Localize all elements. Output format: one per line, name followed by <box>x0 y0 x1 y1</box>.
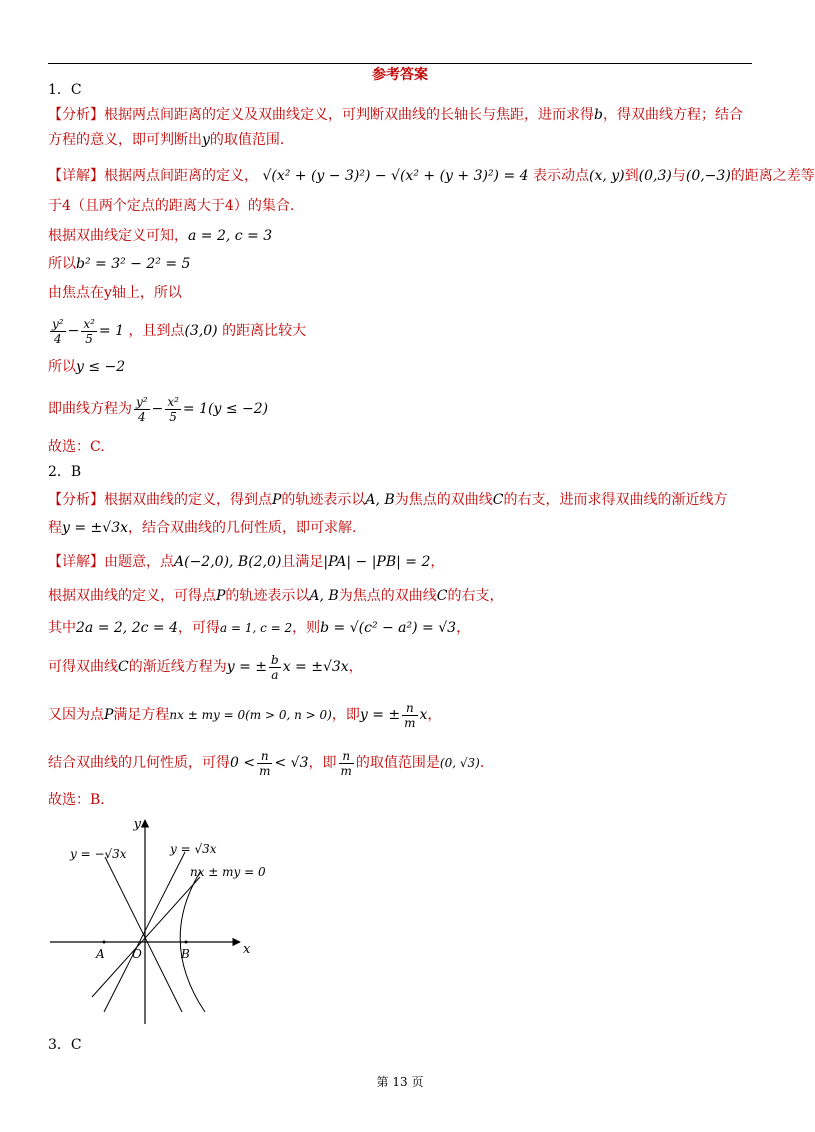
q2-analysis-line1 <box>48 490 727 510</box>
q2-comb-lhs: 0 < <box>230 755 256 771</box>
q2-comb-text2: ，即 <box>308 755 337 771</box>
q1-analysis-b: b <box>594 107 603 123</box>
hyperbola-figure <box>40 812 280 1032</box>
q1-frac-y-den: 4 <box>53 331 62 346</box>
label-neg-asymptote: y = −√3x <box>70 847 127 861</box>
q2-asym-text: 可得双曲线 <box>48 659 118 675</box>
q2-analysis-text: 根据双曲线的定义，得到点 <box>104 492 272 508</box>
y-axis-label: y <box>133 817 141 832</box>
q2-analysis-text5: 程 <box>48 520 62 536</box>
q2-number: 2．B <box>48 464 82 480</box>
q2-where-line <box>48 618 470 638</box>
q2-also-num: n <box>402 701 417 716</box>
x-axis-label: x <box>243 942 251 957</box>
q2-also-den: m <box>404 715 416 730</box>
q1-analysis-y: y <box>202 132 210 148</box>
q2-asym-text3: ， <box>348 659 363 675</box>
q1-so-eq: b² = 3² − 2² = 5 <box>76 256 191 272</box>
q2-def-line <box>48 586 503 606</box>
q2-detail-points: A(−2,0), B(2,0) <box>174 554 282 570</box>
q2-asym-text2: 的渐近线方程为 <box>128 659 227 675</box>
q1-equation-line: $\frac{\text{y²}}{4}$ − $\frac{\text{x²}}{5}$ = 1 ，且到点(3,0) 的距离比较大 <box>52 316 307 346</box>
q1-analysis-line1 <box>48 105 743 125</box>
q2-also-rhs: x <box>419 707 428 723</box>
q2-analysis-text3: 为焦点的双曲线 <box>394 492 493 508</box>
q2-asym-C: C <box>118 659 129 675</box>
q1-curve-frac-y-num: y² <box>136 394 148 409</box>
q1-curve-rhs: = 1(y ≤ −2) <box>182 401 269 417</box>
label-B: B <box>181 947 190 961</box>
q1-analysis-tag: 【分析】 <box>48 107 104 123</box>
label-A: A <box>96 947 105 961</box>
q2-def-text2: 的轨迹表示以 <box>225 588 310 604</box>
q2-also-text4: ， <box>427 707 442 723</box>
q2-comb-text: 结合双曲线的几何性质，可得 <box>48 755 230 771</box>
q2-where-eq3: b = √(c² − a²) = √3 <box>320 620 457 636</box>
q2-where-text: 其中 <box>48 620 76 636</box>
q2-detail-cond: |PA| − |PB| = 2 <box>323 554 431 570</box>
q2-asym-den: a <box>271 667 279 682</box>
q2-analysis-eq: y = ±√3x <box>62 520 128 536</box>
q2-def-AB: A, B <box>309 588 339 604</box>
q1-detail-text: 根据两点间距离的定义， <box>104 168 258 184</box>
q1-detail-tag: 【详解】 <box>48 168 104 184</box>
q1-detail-line2: 于4（且两个定点的距离大于4）的集合. <box>48 198 295 214</box>
q1-analysis-text3: 方程的意义，即可判断出 <box>48 132 202 148</box>
q2-comb-den2: m <box>340 763 352 778</box>
q1-def-eq: a = 2, c = 3 <box>188 228 273 244</box>
q2-detail-text2: 且满足 <box>281 554 324 570</box>
q2-analysis-AB: A, B <box>365 492 395 508</box>
q2-detail-text: 由题意，点 <box>104 554 174 570</box>
q1-curve-frac-x-num: x² <box>167 394 179 409</box>
label-pos-asymptote: y = √3x <box>170 842 217 856</box>
q1-detail-text4: 与 <box>671 168 686 184</box>
q1-def-text: 根据双曲线定义可知， <box>48 228 188 244</box>
q1-curve-text: 即曲线方程为 <box>48 401 132 417</box>
q2-where-eq2: a = 1, c = 2 <box>219 621 293 635</box>
q1-so-y-text: 所以 <box>48 359 76 375</box>
q2-detail-tag: 【详解】 <box>48 554 104 570</box>
q2-where-text4: ， <box>456 620 471 636</box>
q1-focus-line: 由焦点在y轴上，所以 <box>48 285 182 301</box>
q1-analysis-text: 根据两点间距离的定义及双曲线定义，可判断双曲线的长轴长与焦距，进而求得 <box>104 107 594 123</box>
q1-so-line <box>48 254 190 274</box>
q1-eq-rhs: = 1 <box>98 323 124 339</box>
q2-asym-line <box>48 652 363 682</box>
q2-also-text2: 满足方程 <box>113 707 170 723</box>
q2-comb-line <box>48 748 484 778</box>
focus-B-dot <box>185 941 188 944</box>
q1-analysis-line2 <box>48 130 284 150</box>
q1-eq-point: (3,0) <box>184 323 218 339</box>
q1-frac-y <box>50 317 66 346</box>
q2-analysis-text4: 的右支，进而求得双曲线的渐近线方 <box>503 492 728 508</box>
label-nx-my: nx ± my = 0 <box>190 865 266 879</box>
q2-def-text3: 为焦点的双曲线 <box>338 588 437 604</box>
q3-number: 3．C <box>48 1037 82 1053</box>
q2-def-text4: 的右支， <box>447 588 504 604</box>
q2-analysis-line2 <box>48 518 356 538</box>
q1-focus-1: (0,3) <box>638 168 672 184</box>
q1-focus-2: (0,−3) <box>685 168 731 184</box>
q1-curve-line: 即曲线方程为 $\frac{\text{y²}}{4}$ − $\frac{\text{x²}}{5}$ = 1(y ≤ −2) <box>48 394 269 424</box>
q1-choice: 故选：C. <box>48 439 105 455</box>
q1-so-y-line <box>48 357 125 377</box>
q1-frac-x-den: 5 <box>85 331 93 346</box>
q2-detail-line1 <box>48 552 444 572</box>
q1-analysis-text4: 的取值范围. <box>209 132 285 148</box>
q2-asym-num: b <box>271 652 279 667</box>
q1-frac-x <box>81 317 97 346</box>
q1-detail-text5: 的距离之差等 <box>730 168 815 184</box>
q1-detail-text2: 表示动点 <box>533 168 590 184</box>
q2-def-P: P <box>216 588 226 604</box>
q1-eq-comment2: 的距离比较大 <box>222 323 307 339</box>
q2-also-text3: ，即 <box>331 707 360 723</box>
q1-detail-text3: 到 <box>624 168 639 184</box>
line-nx-my <box>92 877 200 997</box>
q2-def-text: 根据双曲线的定义，可得点 <box>48 588 216 604</box>
q2-detail-text3: ， <box>430 554 445 570</box>
q1-frac-x-num: x² <box>83 316 95 331</box>
page-title: 参考答案 <box>372 67 428 83</box>
q2-where-text3: ，则 <box>292 620 321 636</box>
q2-analysis-C: C <box>492 492 504 508</box>
page-footer: 第 13 页 <box>376 1075 424 1089</box>
q1-frac-y-num: y² <box>52 316 64 331</box>
q2-asym-rhs: x = ±√3x <box>282 659 349 675</box>
q2-comb-num: n <box>257 749 272 764</box>
q1-eq-comment: ，且到点 <box>128 323 185 339</box>
q2-comb-num2: n <box>339 749 354 764</box>
q2-also-line <box>48 700 441 730</box>
q2-also-P: P <box>104 707 114 723</box>
q2-comb-den: m <box>259 763 271 778</box>
q2-analysis-text2: 的轨迹表示以 <box>281 492 366 508</box>
q2-comb-rhs: < √3 <box>274 755 309 771</box>
q2-comb-range: (0, √3) <box>439 756 480 770</box>
focus-A-dot <box>103 941 106 944</box>
q1-so-text: 所以 <box>48 256 76 272</box>
q1-curve-frac-x-den: 5 <box>169 409 177 424</box>
q2-analysis-text6: ，结合双曲线的几何性质，即可求解. <box>128 520 357 536</box>
q2-analysis-P: P <box>272 492 282 508</box>
q1-number: 1．C <box>48 82 82 98</box>
q2-where-text2: ，可得 <box>177 620 220 636</box>
q2-choice: 故选：B. <box>48 792 105 808</box>
label-origin: O <box>132 947 142 961</box>
q2-also-text: 又因为点 <box>48 707 104 723</box>
q2-where-eq1: 2a = 2, 2c = 4 <box>76 620 178 636</box>
q1-distance-formula: √(x² + (y − 3)²) − √(x² + (y + 3)²) = 4 <box>262 168 529 184</box>
q1-curve-frac-y-den: 4 <box>137 409 146 424</box>
q2-comb-text4: . <box>479 755 485 771</box>
q2-also-lhs: y = ± <box>359 707 401 723</box>
q1-def-line <box>48 226 272 246</box>
q1-moving-point: (x, y) <box>589 168 625 184</box>
q2-comb-text3: 的取值范围是 <box>355 755 440 771</box>
q2-analysis-tag: 【分析】 <box>48 492 104 508</box>
q1-so-y-eq: y ≤ −2 <box>76 359 126 375</box>
q2-def-C: C <box>436 588 448 604</box>
q2-asym-lhs: y = ± <box>226 659 267 675</box>
q2-also-eq: nx ± my = 0(m > 0, n > 0) <box>169 708 332 722</box>
q1-detail-line1 <box>48 166 815 186</box>
q1-analysis-text2: ，得双曲线方程；结合 <box>602 107 743 123</box>
